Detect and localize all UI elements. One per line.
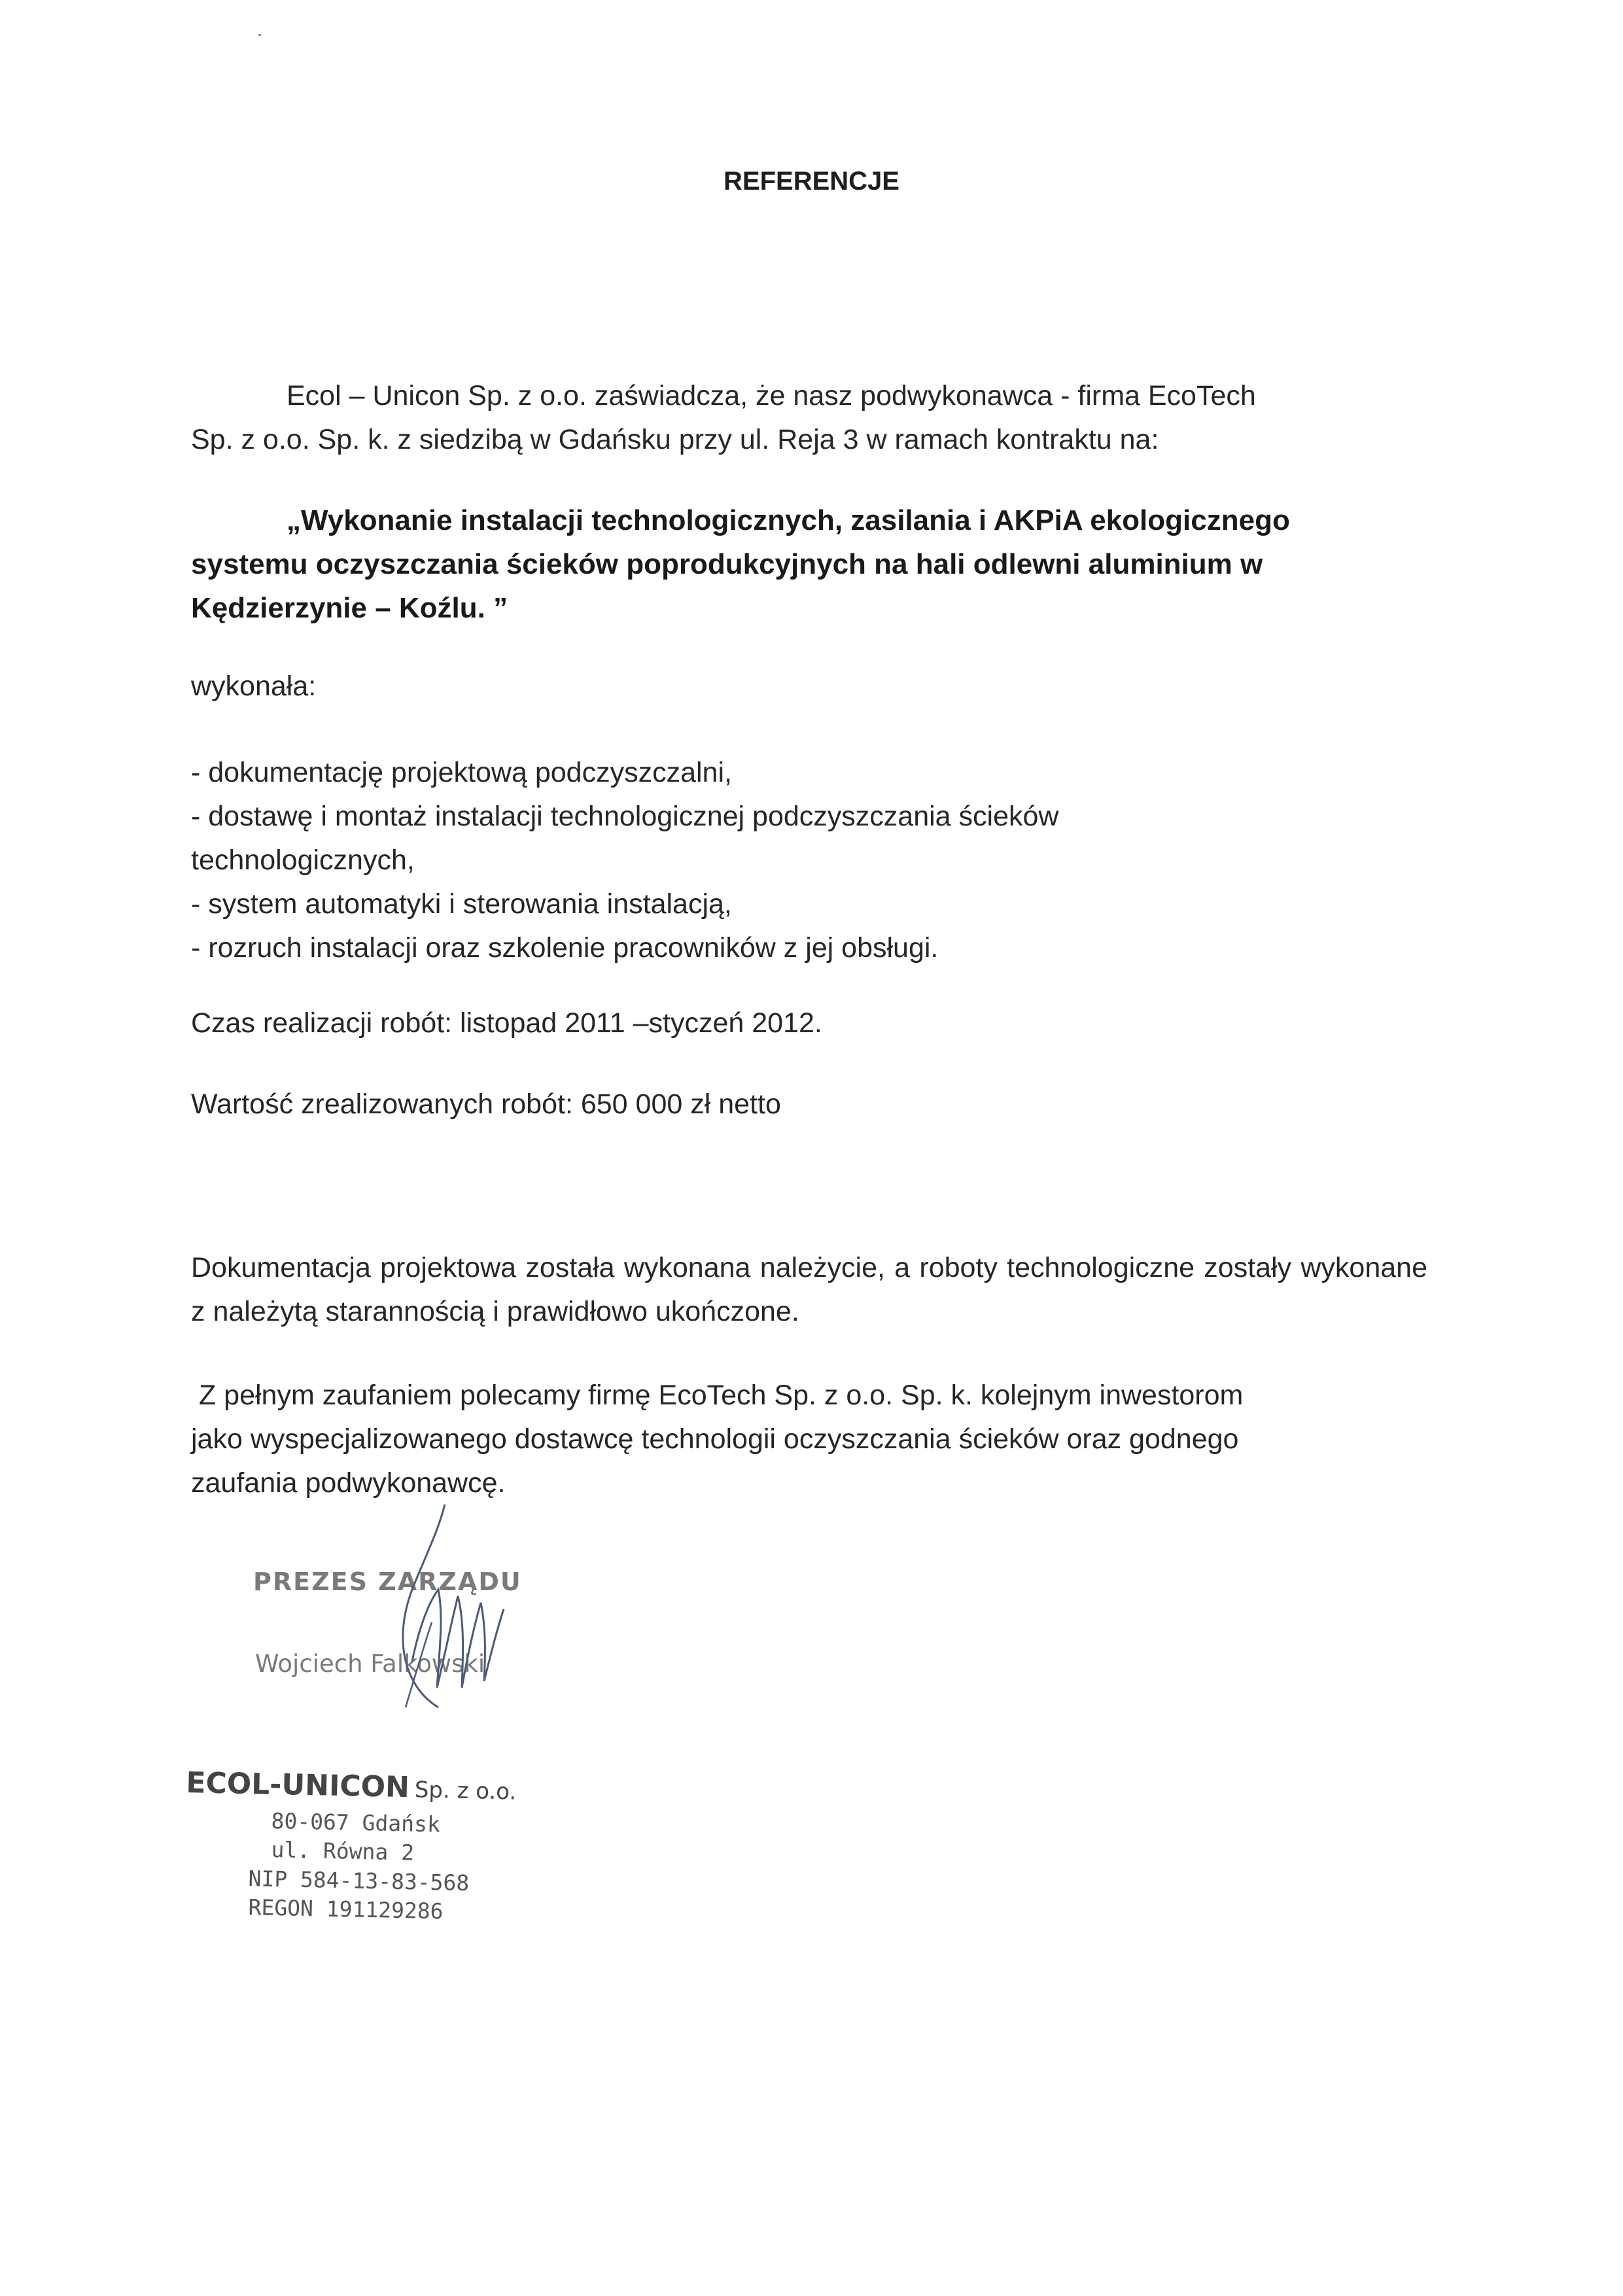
- recommendation-line-3: zaufania podwykonawcę.: [191, 1467, 506, 1499]
- intro-line-1: Ecol – Unicon Sp. z o.o. zaświadcza, że nasz podwykonawca - firma EcoTech: [287, 380, 1256, 411]
- recommendation-line-1: Z pełnym zaufaniem polecamy firmę EcoTech Sp. z o.o. Sp. k. kolejnym inwestorom: [191, 1380, 1244, 1411]
- stamp-nip: NIP 584-13-83-568: [248, 1866, 470, 1896]
- recommendation-paragraph: [191, 1374, 1427, 1505]
- handwritten-signature: [366, 1491, 536, 1733]
- stamp-company-brand: ECOL-UNICON: [185, 1766, 410, 1805]
- intro-line-2: Sp. z o.o. Sp. k. z siedzibą w Gdańsku przy ul. Reja 3 w ramach kontraktu na:: [191, 424, 1159, 455]
- works-item: - system automatyki i sterowania instalacją,: [191, 888, 732, 920]
- company-stamp: [186, 1766, 592, 1936]
- works-item: - dokumentację projektową podczyszczalni,: [191, 757, 732, 788]
- works-item: technologicznych,: [191, 844, 415, 876]
- works-item: - dostawę i montaż instalacji technologicznej podczyszczania ścieków: [191, 801, 1059, 832]
- recommendation-line-2: jako wyspecjalizowanego dostawcę technologii oczyszczania ścieków oraz godnego: [191, 1423, 1239, 1455]
- works-list: [191, 751, 1058, 970]
- contract-line-1: „Wykonanie instalacji technologicznych, zasilania i AKPiA ekologicznego: [287, 504, 1290, 536]
- stamp-regon: REGON 191129286: [248, 1894, 444, 1924]
- performed-label: wykonała:: [191, 670, 317, 702]
- works-item: - rozruch instalacji oraz szkolenie pracowników z jej obsługi.: [191, 932, 939, 964]
- stamp-legal-form: Sp. z o.o.: [414, 1777, 517, 1805]
- assessment-paragraph: Dokumentacja projektowa została wykonana należycie, a roboty technologiczne zostały wykonane z należytą starannością i prawidłowo ukończone.: [191, 1252, 1427, 1327]
- stamp-company-name: [186, 1766, 517, 1807]
- document-title: REFERENCJE: [724, 167, 899, 196]
- scan-speck: [258, 34, 261, 36]
- stamp-street: ul. Równa 2: [271, 1837, 415, 1866]
- signatory-position: PREZES ZARZĄDU: [253, 1567, 522, 1596]
- duration-line: Czas realizacji robót: listopad 2011 –styczeń 2012.: [191, 1007, 822, 1039]
- stamp-postal: 80-067 Gdańsk: [271, 1808, 441, 1837]
- value-line: Wartość zrealizowanych robót: 650 000 zł netto: [191, 1088, 781, 1120]
- contract-line-2: systemu oczyszczania ścieków poprodukcyjnych na hali odlewni aluminium w: [191, 548, 1263, 580]
- intro-paragraph: [191, 374, 1434, 462]
- contract-title: [191, 498, 1408, 630]
- signatory-name: Wojciech Falkowski: [255, 1650, 485, 1678]
- contract-line-3: Kędzierzynie – Koźlu. ”: [191, 592, 508, 624]
